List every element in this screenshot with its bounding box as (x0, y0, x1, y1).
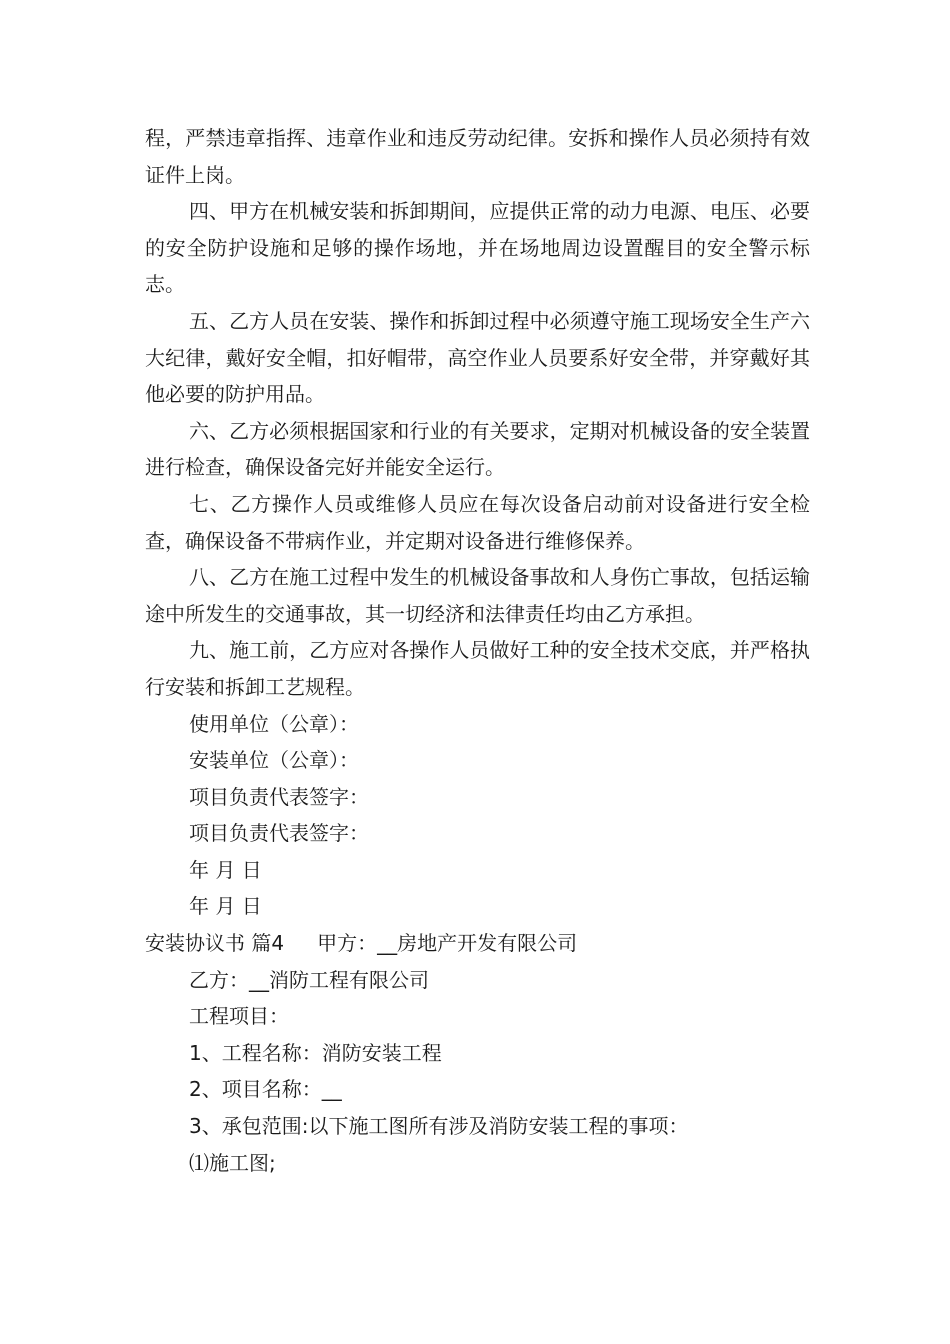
user-unit-seal-line: 使用单位（公章）： (189, 711, 359, 736)
party-b: 乙方：__消防工程有限公司 (189, 967, 429, 992)
spacer (284, 925, 317, 962)
clause-4: 四、甲方在机械安装和拆卸期间，应提供正常的动力电源、电压、必要的安全防护设施和足够的操作场地，并在场地周边设置醒目的安全警示标志。 (145, 199, 810, 297)
clause-6: 六、乙方必须根据国家和行业的有关要求，定期对机械设备的安全装置进行检查，确保设备完好并能安全运行。 (145, 418, 810, 480)
install-unit-seal-line: 安装单位（公章）： (189, 748, 359, 773)
section-heading-row (145, 925, 810, 962)
construction-drawing-line: ⑴施工图; (189, 1150, 276, 1175)
date-line: 年 月 日 (189, 894, 262, 919)
clause-8: 八、乙方在施工过程中发生的机械设备事故和人身伤亡事故，包括运输途中所发生的交通事故，其一切经济和法律责任均由乙方承担。 (145, 565, 810, 626)
date-line: 年 月 日 (189, 857, 262, 882)
clause-5: 五、乙方人员在安装、操作和拆卸过程中必须遵守施工现场安全生产六大纪律，戴好安全帽，扣好帽带，高空作业人员要系好安全带，并穿戴好其他必要的防护用品。 (145, 308, 810, 407)
contract-scope-line: 3、承包范围:以下施工图所有涉及消防安装工程的事项： (189, 1114, 689, 1139)
section-title: 安装协议书 篇4 (145, 931, 285, 956)
project-name-line: 1、工程名称：消防安装工程 (189, 1040, 442, 1065)
project-rep-signature-line: 项目负责代表签字： (189, 821, 369, 846)
item-name-line: 2、项目名称：__ (189, 1077, 342, 1102)
project-rep-signature-line: 项目负责代表签字： (189, 784, 369, 809)
clause-9: 九、施工前，乙方应对各操作人员做好工种的安全技术交底，并严格执行安装和拆卸工艺规程。 (145, 638, 810, 699)
party-a: 甲方：__房地产开发有限公司 (317, 931, 578, 956)
paragraph-continuation: 程，严禁违章指挥、违章作业和违反劳动纪律。安拆和操作人员必须持有效证件上岗。 (145, 126, 810, 187)
document-page (145, 120, 810, 1181)
project-heading: 工程项目： (189, 1004, 289, 1029)
clause-7: 七、乙方操作人员或维修人员应在每次设备启动前对设备进行安全检查，确保设备不带病作业，并定期对设备进行维修保养。 (145, 491, 810, 553)
